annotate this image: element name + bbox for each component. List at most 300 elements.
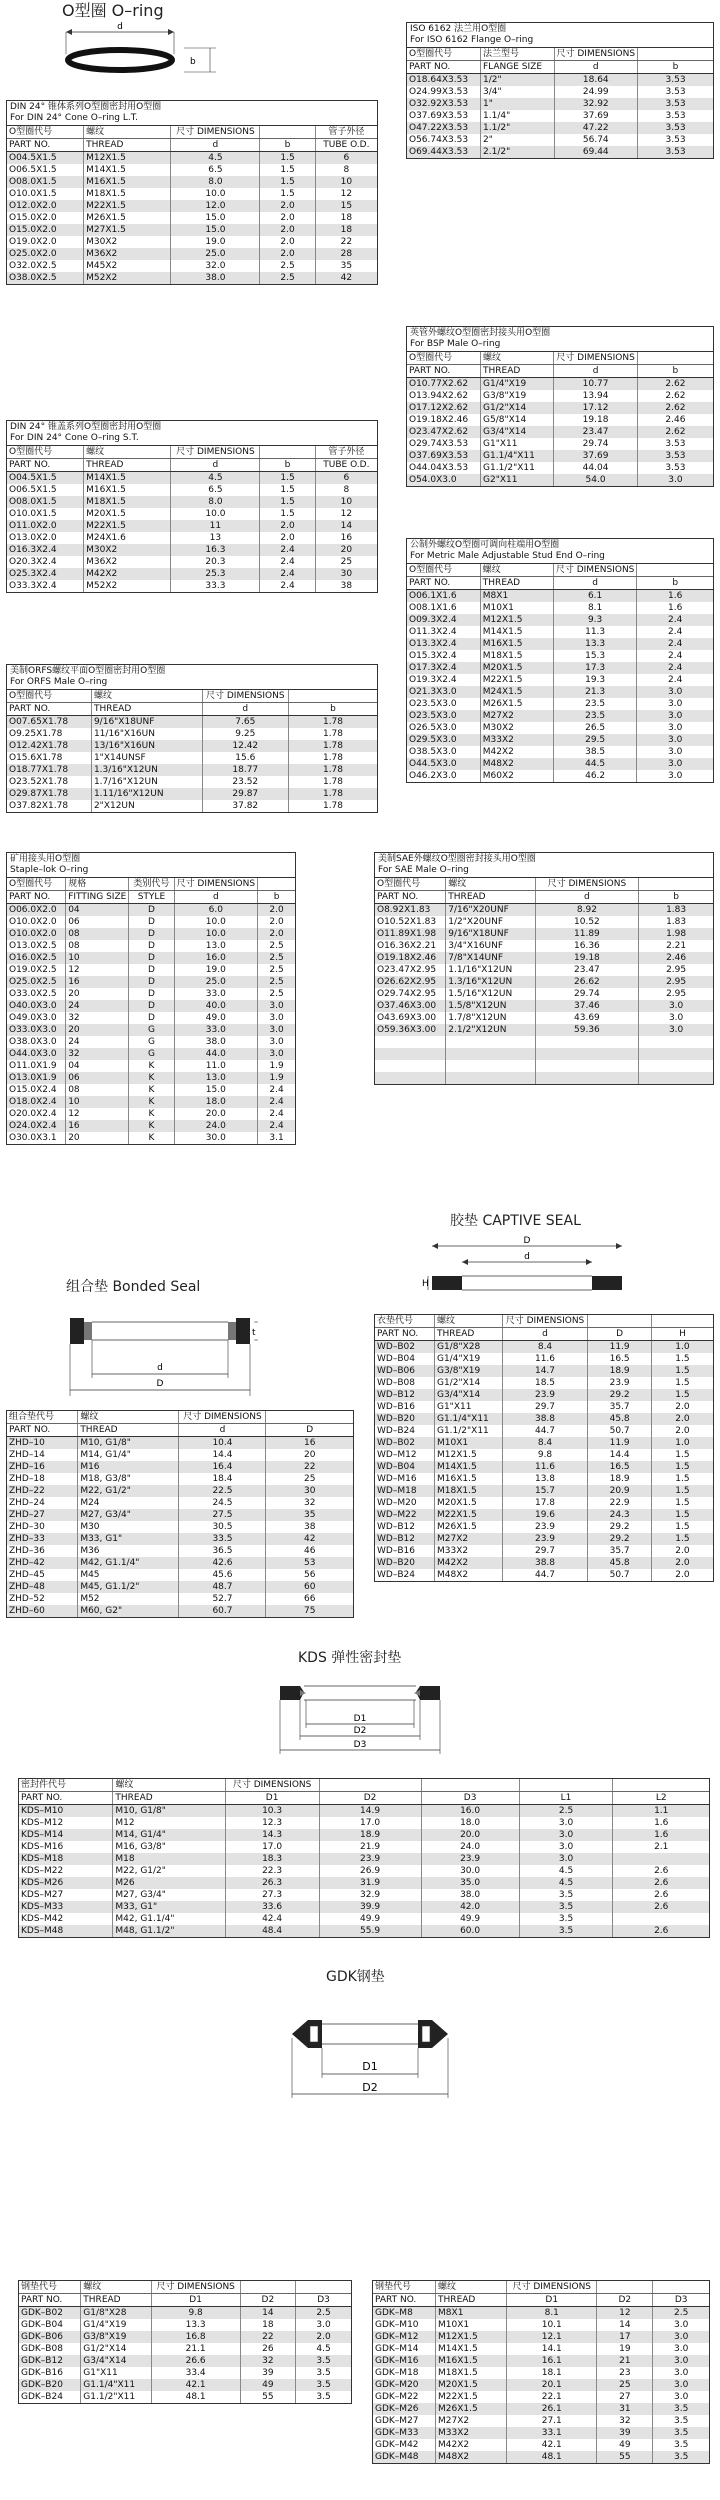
table-cell: G — [129, 1036, 174, 1048]
table-row — [19, 2379, 351, 2391]
table-cell: O33.0X3.0 — [7, 1024, 66, 1036]
table-cell: WD–B08 — [375, 1377, 434, 1389]
table-cell: 37.69 — [554, 110, 638, 122]
table-cell — [535, 1060, 639, 1072]
table-cell: O10.0X2.0 — [7, 928, 66, 940]
table-cell: 8.4 — [502, 1437, 588, 1449]
column-header: PART NO. — [407, 61, 481, 74]
kds-heading: KDS 弹性密封垫 — [298, 1650, 402, 1666]
table-cell: 2.4 — [637, 662, 713, 674]
table-cell: 2.5 — [260, 260, 315, 272]
table-row — [19, 2355, 351, 2367]
table-cell: M8X1 — [436, 2307, 507, 2320]
table-header-row — [19, 2281, 351, 2294]
table-cell: 3.0 — [637, 758, 713, 770]
table-cell: G3/4"X14 — [81, 2355, 151, 2367]
table-cell: 9.3 — [553, 614, 637, 626]
table-cell: M14X1.5 — [434, 1461, 502, 1473]
table-cell: 3.53 — [638, 134, 713, 146]
svg-text:D1: D1 — [353, 1714, 367, 1724]
table-row — [407, 86, 713, 98]
table-cell: M30X2 — [480, 722, 553, 734]
table-cell: O8.92X1.83 — [375, 904, 446, 917]
table-cell: O08.0X1.5 — [7, 176, 84, 188]
table-cell: 2.1/2"X12UN — [446, 1024, 535, 1036]
column-header: L1 — [519, 1792, 613, 1805]
table-orfs — [6, 664, 378, 813]
table-row — [407, 638, 713, 650]
table-cell: 1.5 — [260, 508, 315, 520]
table-cell: 43.69 — [535, 1012, 639, 1024]
table-cell: 2.1 — [613, 1841, 709, 1853]
table-cell: G1.1/2"X11 — [81, 2391, 151, 2403]
table-header-row — [375, 878, 713, 891]
table-cell: D — [129, 1012, 174, 1024]
table-cell: O15.0X2.0 — [7, 224, 84, 236]
table-cell: 2.4 — [637, 638, 713, 650]
table-cell: 22.3 — [225, 1865, 319, 1877]
table-cell: M48X2 — [434, 1569, 502, 1581]
table-cell: 3.5 — [296, 2379, 351, 2391]
table-cell: 20.0 — [174, 1108, 258, 1120]
table-cell: M26X1.5 — [436, 2403, 507, 2415]
table-cell: O44.04X3.53 — [407, 462, 481, 474]
table-row — [7, 152, 377, 165]
table-cell: 24.0 — [421, 1841, 519, 1853]
table-cell: 27.5 — [179, 1509, 266, 1521]
table-cell: 3.0 — [637, 474, 713, 486]
table-cell: 2.4 — [637, 650, 713, 662]
table-cell: 38.0 — [421, 1889, 519, 1901]
table-row — [7, 1437, 353, 1450]
table-row — [375, 952, 713, 964]
table-title-line: 矿用接头用O型圈 — [10, 854, 81, 864]
table-row — [373, 2391, 709, 2403]
table-cell: M26X1.5 — [434, 1521, 502, 1533]
column-header: FLANGE SIZE — [481, 61, 555, 74]
table-cell: D — [129, 1000, 174, 1012]
table-cell: KDS–M10 — [19, 1805, 113, 1818]
column-header: THREAD — [113, 1792, 225, 1805]
table-cell: 55 — [240, 2391, 295, 2403]
table-cell: 10.1 — [507, 2319, 597, 2331]
table-cell: 12 — [597, 2307, 653, 2320]
table-cell: 2.4 — [637, 674, 713, 686]
table-cell: KDS–M48 — [19, 1925, 113, 1937]
table-cell: O25.0X2.0 — [7, 248, 84, 260]
table-cell: O09.3X2.4 — [407, 614, 480, 626]
table-cell: 23.9 — [502, 1389, 588, 1401]
table-cell: O04.5X1.5 — [7, 472, 84, 485]
table-cell: GDK–M18 — [373, 2367, 436, 2379]
table-cell: ZHD–18 — [7, 1473, 78, 1485]
table-cell: G1"X11 — [434, 1401, 502, 1413]
table-cell: 2.5 — [258, 988, 295, 1000]
svg-text:d: d — [524, 1252, 530, 1262]
column-header: 尺寸 DIMENSIONS — [171, 126, 260, 139]
table-cell: M26X1.5 — [480, 698, 553, 710]
table-cell: M24 — [78, 1497, 179, 1509]
table-cell: O56.74X3.53 — [407, 134, 481, 146]
table-row — [7, 236, 377, 248]
table-cell: M12X1.5 — [434, 1449, 502, 1461]
column-header: 螺纹 — [91, 690, 202, 703]
table-cell: 2.62 — [637, 402, 713, 414]
table-cell: ZHD–45 — [7, 1569, 78, 1581]
column-header — [638, 48, 713, 61]
table-cell: M18X1.5 — [480, 650, 553, 662]
table-cell: 1.78 — [289, 728, 378, 740]
table-cell: 44.7 — [502, 1569, 588, 1581]
table-cell: M22X1.5 — [480, 674, 553, 686]
table-row — [373, 2343, 709, 2355]
table-cell: 3.0 — [639, 1012, 713, 1024]
column-header: THREAD — [434, 1328, 502, 1341]
table-cell: 2.4 — [258, 1084, 295, 1096]
table-cell: O37.82X1.78 — [7, 800, 91, 812]
table-cell: 2.62 — [637, 426, 713, 438]
table-row — [7, 1485, 353, 1497]
table-cell: 1.5 — [260, 496, 315, 508]
table-title-line: For SAE Male O–ring — [378, 865, 469, 875]
table-cell: 3.0 — [653, 2331, 709, 2343]
table-cell: M16, G3/8" — [113, 1841, 225, 1853]
table-cell: M27, G3/4" — [113, 1889, 225, 1901]
table-cell: 27.3 — [225, 1889, 319, 1901]
table-cell: 12 — [66, 964, 129, 976]
table-cell: 3.0 — [653, 2355, 709, 2367]
table-cell: M16 — [78, 1461, 179, 1473]
table-row — [375, 1497, 713, 1509]
table-row — [7, 976, 295, 988]
column-header: 尺寸 DIMENSIONS — [554, 352, 638, 365]
table-cell: M52X2 — [84, 580, 171, 592]
table-cell: 13.3 — [553, 638, 637, 650]
table-cell: 19.3 — [553, 674, 637, 686]
table-cell: 18.9 — [319, 1829, 421, 1841]
table-cell: 54.0 — [554, 474, 638, 486]
table-cell: 16.5 — [588, 1353, 652, 1365]
table-cell: O16.0X2.5 — [7, 952, 66, 964]
table-cell: 44.5 — [553, 758, 637, 770]
table-cell: O19.3X2.4 — [407, 674, 480, 686]
table-cell — [446, 1072, 535, 1084]
table-row — [7, 752, 377, 764]
column-header — [296, 2281, 351, 2294]
table-cell: 2.4 — [258, 1120, 295, 1132]
table-cell: O26.62X2.95 — [375, 976, 446, 988]
table-cell: 2.5 — [653, 2307, 709, 2320]
table-row — [7, 556, 377, 568]
table-cell: 2.6 — [613, 1877, 709, 1889]
table-cell: KDS–M22 — [19, 1865, 113, 1877]
column-header: 螺纹 — [81, 2281, 151, 2294]
table-cell: 32.0 — [171, 260, 260, 272]
table-cell: 3.5 — [296, 2367, 351, 2379]
table-cell: 16 — [266, 1437, 353, 1450]
table-cell: M14X1.5 — [436, 2343, 507, 2355]
table-cell: O11.89X1.98 — [375, 928, 446, 940]
table-cell: GDK–M42 — [373, 2439, 436, 2451]
table-row — [373, 2307, 709, 2320]
table-cell: 2.46 — [637, 414, 713, 426]
table-row — [375, 1449, 713, 1461]
table-cell: 08 — [66, 928, 129, 940]
table-header-row — [373, 2294, 709, 2307]
table-cell: 48.1 — [151, 2391, 240, 2403]
table-row — [7, 1593, 353, 1605]
table-cell: 14.3 — [225, 1829, 319, 1841]
table-cell: 19.0 — [174, 964, 258, 976]
table-cell: 26.3 — [225, 1877, 319, 1889]
table-cell: 3.0 — [639, 1024, 713, 1036]
table-row — [407, 390, 713, 402]
table-cell: 56.74 — [554, 134, 638, 146]
table-cell: M20X1.5 — [84, 508, 171, 520]
table-cell: 23.52 — [202, 776, 288, 788]
table-cell: 69.44 — [554, 146, 638, 158]
table-cell: 27.1 — [507, 2415, 597, 2427]
table-cell: 9/16"X18UNF — [91, 716, 202, 729]
table-cell: M27, G3/4" — [78, 1509, 179, 1521]
table-cell: WD–B12 — [375, 1521, 434, 1533]
table-cell: 6 — [315, 472, 377, 485]
table-cell: 42.6 — [179, 1557, 266, 1569]
table-cell: 52.7 — [179, 1593, 266, 1605]
table-row — [7, 988, 295, 1000]
table-cell: 23.9 — [588, 1377, 652, 1389]
table-cell: O21.3X3.0 — [407, 686, 480, 698]
table-cell: 1.6 — [613, 1817, 709, 1829]
table-row — [407, 746, 713, 758]
table-cell: 1.5 — [651, 1485, 713, 1497]
table-cell: O38.0X3.0 — [7, 1036, 66, 1048]
table-row — [19, 1853, 709, 1865]
table-header-row — [7, 126, 377, 139]
column-header: PART NO. — [375, 1328, 434, 1341]
table-cell: 29.7 — [502, 1401, 588, 1413]
svg-text:t: t — [252, 1328, 256, 1338]
table-cell: 2.4 — [258, 1096, 295, 1108]
table-cell: 44.7 — [502, 1425, 588, 1437]
table-cell: 15.6 — [202, 752, 288, 764]
table-cell: 3.53 — [637, 438, 713, 450]
gdk-heading: GDK钢垫 — [326, 1969, 385, 1985]
table-cell: M42X2 — [434, 1557, 502, 1569]
table-cell: O13.0X1.9 — [7, 1072, 66, 1084]
column-header: 尺寸 DIMENSIONS — [507, 2281, 597, 2294]
column-header — [597, 2281, 653, 2294]
table-cell: 1/2" — [481, 74, 555, 87]
table-cell: 26.1 — [507, 2403, 597, 2415]
table-cell: 16.1 — [507, 2355, 597, 2367]
table-cell: 23.9 — [502, 1533, 588, 1545]
column-header: b — [260, 459, 315, 472]
table-cell: 18.5 — [502, 1377, 588, 1389]
table-cell: 29.2 — [588, 1533, 652, 1545]
column-header: THREAD — [436, 2294, 507, 2307]
table-row — [375, 1341, 713, 1354]
table-cell: 3.5 — [653, 2439, 709, 2451]
table-cell: KDS–M42 — [19, 1913, 113, 1925]
table-cell: 17 — [597, 2331, 653, 2343]
table-cell: M16X1.5 — [480, 638, 553, 650]
svg-text:D1: D1 — [362, 2060, 378, 2073]
column-header: 尺寸 DIMENSIONS — [553, 564, 637, 577]
table-cell: GDK–B16 — [19, 2367, 81, 2379]
table-cell: 23.5 — [553, 698, 637, 710]
table-row — [7, 1132, 295, 1144]
table-cell: 1/2"X20UNF — [446, 916, 535, 928]
table-iso6162 — [406, 22, 714, 159]
table-cell: ZHD–33 — [7, 1533, 78, 1545]
table-cell: 2.4 — [260, 580, 315, 592]
table-cell: M22X1.5 — [434, 1509, 502, 1521]
table-cell: O43.69X3.00 — [375, 1012, 446, 1024]
column-header — [519, 1779, 613, 1792]
table-cell: O08.0X1.5 — [7, 496, 84, 508]
table-row — [19, 1865, 709, 1877]
table-cell: 14 — [240, 2307, 295, 2320]
column-header: D3 — [421, 1792, 519, 1805]
column-header: 螺纹 — [434, 1315, 502, 1328]
table-row — [7, 1036, 295, 1048]
table-cell: 2.1/2" — [481, 146, 555, 158]
table-row — [19, 2343, 351, 2355]
table-cell: 23.47 — [554, 426, 638, 438]
table-row — [7, 472, 377, 485]
table-cell: 2.5 — [260, 272, 315, 284]
table-cell: 3.0 — [653, 2319, 709, 2331]
table-cell: 2.0 — [260, 236, 315, 248]
table-cell: 10.0 — [171, 188, 260, 200]
table-cell: WD–B24 — [375, 1569, 434, 1581]
table-cell: 3.0 — [653, 2391, 709, 2403]
table-row — [7, 212, 377, 224]
table-title — [407, 23, 713, 48]
table-cell: GDK–M14 — [373, 2343, 436, 2355]
table-row — [407, 74, 713, 87]
table-title-line: For ISO 6162 Flange O–ring — [410, 35, 534, 45]
table-cell: 6.0 — [174, 904, 258, 917]
table-cell: 30.0 — [174, 1132, 258, 1144]
table-cell: O59.36X3.00 — [375, 1024, 446, 1036]
column-header — [637, 564, 713, 577]
table-title — [407, 327, 713, 352]
table-cell: 25 — [597, 2379, 653, 2391]
table-cell: D — [129, 940, 174, 952]
table-cell: O23.47X2.95 — [375, 964, 446, 976]
table-cell: 1.1/16"X12UN — [446, 964, 535, 976]
table-cell: 38.5 — [553, 746, 637, 758]
column-header: TUBE O.D. — [315, 459, 377, 472]
table-cell: D — [129, 964, 174, 976]
table-cell: 3.5 — [296, 2391, 351, 2403]
table-cell: M22, G1/2" — [113, 1865, 225, 1877]
table-cell: M20X1.5 — [480, 662, 553, 674]
table-row — [7, 1497, 353, 1509]
table-cell: O37.46X3.00 — [375, 1000, 446, 1012]
table-cell: 22 — [266, 1461, 353, 1473]
table-header-row — [7, 703, 377, 716]
column-header: THREAD — [84, 459, 171, 472]
table-cell: 15 — [315, 200, 377, 212]
table-cell: 37.69 — [554, 450, 638, 462]
table-cell: 12 — [315, 188, 377, 200]
table-cell: 39 — [240, 2367, 295, 2379]
column-header: 尺寸 DIMENSIONS — [535, 878, 639, 891]
table-cell: 16 — [66, 976, 129, 988]
column-header — [421, 1779, 519, 1792]
table-cell: 33.6 — [225, 1901, 319, 1913]
table-cell: M16X1.5 — [84, 176, 171, 188]
table-cell: KDS–M16 — [19, 1841, 113, 1853]
svg-text:d: d — [157, 1363, 163, 1373]
table-cell: M14, G1/4" — [113, 1829, 225, 1841]
table-cell: WD–B06 — [375, 1365, 434, 1377]
table-cell: 20.1 — [507, 2379, 597, 2391]
table-cell: 3.0 — [637, 698, 713, 710]
table-cell — [446, 1048, 535, 1060]
table-cell: O06.1X1.6 — [407, 590, 480, 603]
table-row — [7, 568, 377, 580]
table-cell: ZHD–48 — [7, 1581, 78, 1593]
table-cell: 15.3 — [553, 650, 637, 662]
table-cell: 23.9 — [319, 1853, 421, 1865]
table-cell: M26X1.5 — [84, 212, 171, 224]
table-row — [7, 800, 377, 812]
table-cell: O23.52X1.78 — [7, 776, 91, 788]
table-title — [407, 539, 713, 564]
table-cell: 17.0 — [225, 1841, 319, 1853]
table-row — [7, 520, 377, 532]
table-cell: 10 — [315, 176, 377, 188]
table-cell: 3.0 — [653, 2379, 709, 2391]
table-cell: 49 — [240, 2379, 295, 2391]
table-cell: 35.0 — [421, 1877, 519, 1889]
column-header: THREAD — [84, 139, 171, 152]
table-cell: 3.53 — [638, 86, 713, 98]
table-cell: 75 — [266, 1605, 353, 1617]
table-cell: 3.5 — [653, 2415, 709, 2427]
table-cell: G1/2"X14 — [434, 1377, 502, 1389]
table-cell: 2.4 — [637, 626, 713, 638]
table-row — [375, 916, 713, 928]
table-cell: M30X2 — [84, 544, 171, 556]
table-cell: 1.5 — [651, 1533, 713, 1545]
table-header-row — [373, 2281, 709, 2294]
table-row — [7, 904, 295, 917]
table-row — [19, 1913, 709, 1925]
table-cell: O32.92X3.53 — [407, 98, 481, 110]
table-cell: WD–M18 — [375, 1485, 434, 1497]
table-row — [407, 134, 713, 146]
table-cell: 12.1 — [507, 2331, 597, 2343]
table-row — [375, 1461, 713, 1473]
column-header — [240, 2281, 295, 2294]
table-cell: 2" — [481, 134, 555, 146]
table-cell: M18X1.5 — [434, 1485, 502, 1497]
table-cell: 38.8 — [502, 1557, 588, 1569]
column-header: d — [174, 891, 258, 904]
table-cell: 3.5 — [519, 1913, 613, 1925]
column-header — [637, 352, 713, 365]
column-header: FITTING SIZE — [66, 891, 129, 904]
table-cell: O33.0X2.5 — [7, 988, 66, 1000]
column-header: 衣垫代号 — [375, 1315, 434, 1328]
table-cell: WD–B12 — [375, 1533, 434, 1545]
table-cell: 2.21 — [639, 940, 713, 952]
